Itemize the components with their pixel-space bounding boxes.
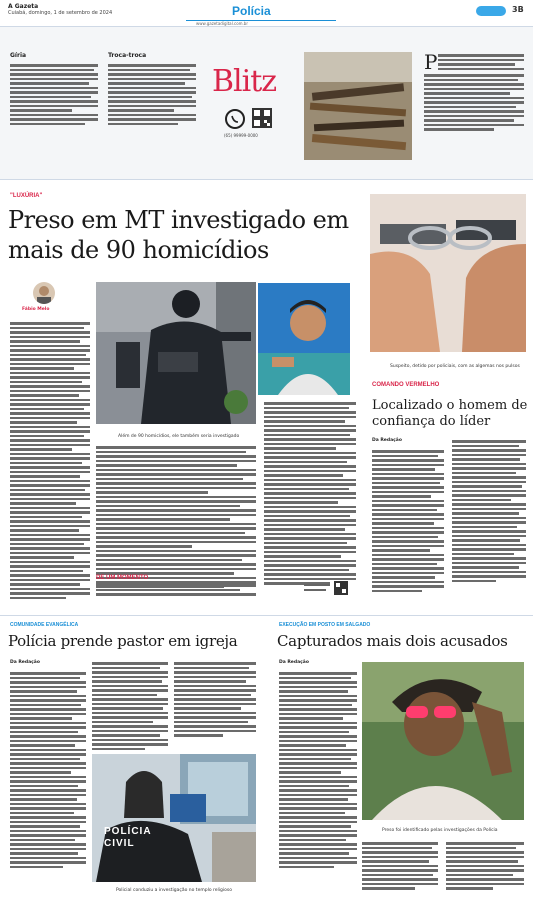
header-publication-info <box>8 4 112 16</box>
bottom-left-caption: Policial conduziu a investigação no templo religioso <box>116 888 232 893</box>
column-text-right <box>424 74 524 131</box>
main-headline: Preso em MT investigado em mais de 90 homicídios <box>8 206 349 264</box>
main-red-subhead: DE UM MOMENTO <box>96 575 149 581</box>
publication-name: A Gazeta <box>8 3 39 10</box>
main-col2-text <box>96 446 256 588</box>
vest-text: POLÍCIA CIVIL <box>104 826 152 849</box>
top-separator <box>0 179 533 180</box>
photo-suspect <box>258 283 350 395</box>
photo-arrested-man <box>362 662 524 820</box>
section-title: Polícia <box>232 4 271 18</box>
bottom-right-col1-text <box>279 672 357 868</box>
side-col1-text <box>372 450 444 592</box>
bottom-right-col3-text <box>446 842 524 890</box>
blitz-brand: Blitz <box>212 64 277 99</box>
main-col2-text-end <box>96 584 256 596</box>
column-text-giria <box>10 64 98 125</box>
bottom-left-headline: Polícia prende pastor em igreja <box>8 632 238 650</box>
side-byline: Da Redação <box>372 438 402 443</box>
bottom-left-kicker: COMUNIDADE EVANGÉLICA <box>10 622 79 628</box>
main-col1-text <box>10 322 90 599</box>
bottom-left-col1-text <box>10 672 86 868</box>
side-photo-caption: Suspeito, detido por policiais, com as algemas nos pulsos <box>390 364 520 369</box>
dropcap: P <box>424 50 438 74</box>
column-text-troca <box>108 64 196 125</box>
bottom-right-caption: Preso foi identificado pelas investigações da Polícia <box>382 828 498 833</box>
side-headline: Localizado o homem de confiança do líder <box>372 398 528 429</box>
bottom-left-col3-text <box>174 662 256 737</box>
bottom-right-byline: Da Redação <box>279 660 309 665</box>
section-subline: www.gazetadigital.com.br <box>196 21 248 26</box>
column-title-troca: Troca-troca <box>108 52 147 59</box>
side-kicker: COMANDO VERMELHO <box>372 382 440 388</box>
qr-code-icon-article <box>304 580 348 596</box>
main-col3-text <box>264 402 356 585</box>
main-kicker: "LUXÚRIA" <box>10 193 43 199</box>
author-avatar <box>33 282 55 304</box>
bottom-right-col2-text <box>362 842 438 890</box>
main-photo-caption: Além de 90 homicídios, ele também seria investigado <box>118 434 240 439</box>
blitz-contact: (65) 99999-0000 <box>224 133 258 138</box>
qr-code-icon <box>252 108 272 128</box>
photo-seized-weapons <box>304 52 412 160</box>
photo-police-officer <box>92 754 256 882</box>
photo-police-operation <box>96 282 256 424</box>
bottom-right-headline: Capturados mais dois acusados <box>277 632 508 650</box>
bottom-left-byline: Da Redação <box>10 660 40 665</box>
brand-logo <box>476 6 506 16</box>
author-name: Fábio Melo <box>22 307 50 312</box>
bottom-left-col2-text <box>92 662 168 750</box>
side-col2-text <box>452 440 526 582</box>
page-number: 3B <box>512 5 524 14</box>
column-title-giria: Gíria <box>10 52 27 59</box>
whatsapp-icon <box>224 108 246 130</box>
mid-separator <box>0 615 533 616</box>
column-text-right-top <box>438 54 524 70</box>
bottom-right-kicker: EXECUÇÃO EM POSTO EM SALGADO <box>279 622 371 628</box>
photo-handcuffs <box>370 194 526 352</box>
publication-date: Cuiabá, domingo, 1 de setembro de 2024 <box>8 10 113 16</box>
